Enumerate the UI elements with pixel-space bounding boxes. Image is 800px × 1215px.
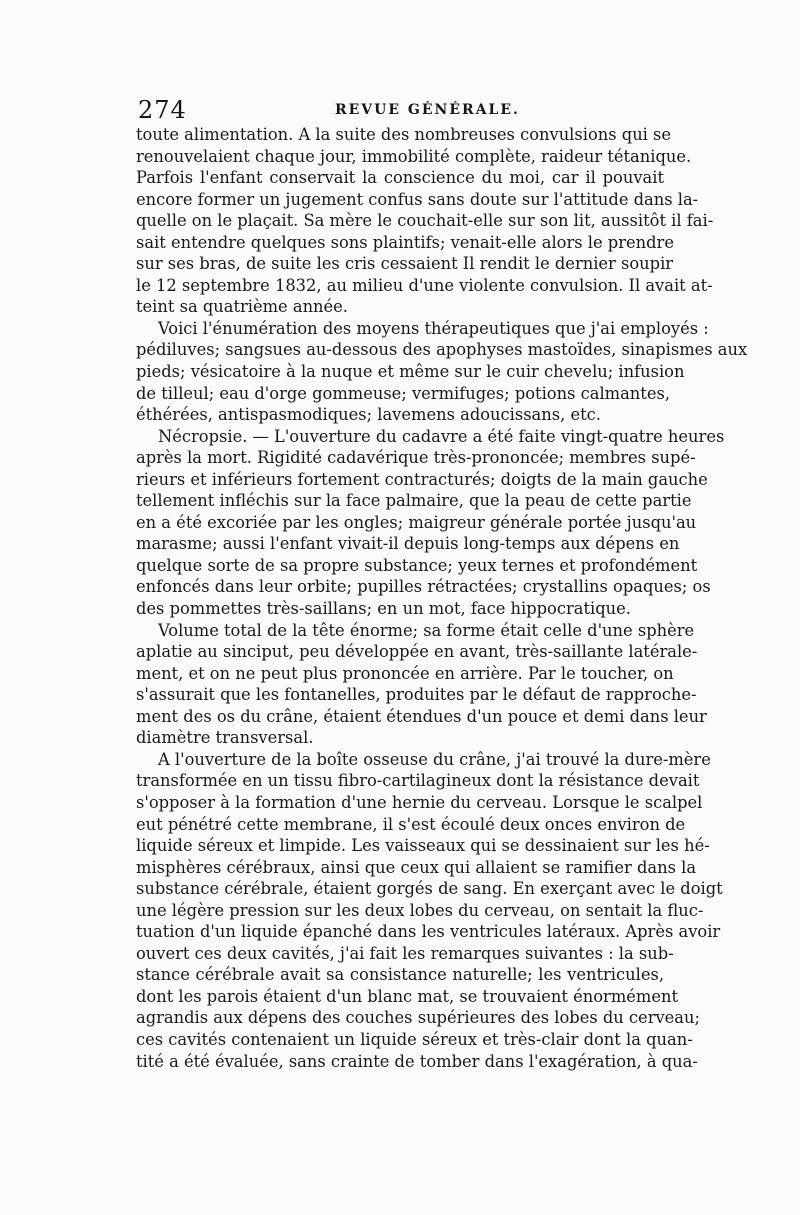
text-line: sait entendre quelques sons plaintifs; venait-elle alors le prendre	[136, 232, 674, 252]
text-line: de tilleul; eau d'orge gommeuse; vermifuges; potions calmantes,	[136, 383, 670, 403]
text-line: misphères cérébraux, ainsi que ceux qui allaient se ramifier dans la	[136, 857, 697, 877]
text-line: enfoncés dans leur orbite; pupilles rétractées; crystallins opaques; os	[136, 577, 711, 597]
text-line: transformée en un tissu fibro-cartilagineux dont la résistance devait	[136, 771, 700, 791]
text-line: quelle on le plaçait. Sa mère le couchait-elle sur son lit, aussitôt il fai-	[136, 211, 714, 231]
text-line: renouvelaient chaque jour, immobilité complète, raideur tétanique.	[136, 146, 692, 166]
text-line: liquide séreux et limpide. Les vaisseaux qui se dessinaient sur les hé-	[136, 836, 710, 856]
text-line: pieds; vésicatoire à la nuque et même sur le cuir chevelu; infusion	[136, 362, 685, 382]
text-line: tuation d'un liquide épanché dans les ventricules latéraux. Après avoir	[136, 922, 721, 942]
text-line: teint sa quatrième année.	[136, 297, 348, 317]
text-line: diamètre transversal.	[136, 728, 314, 748]
text-line: Nécropsie. — L'ouverture du cadavre a été faite vingt-quatre heures	[158, 426, 725, 446]
text-line: le 12 septembre 1832, au milieu d'une violente convulsion. Il avait at-	[136, 275, 713, 295]
text-line: tellement infléchis sur la face palmaire, que la peau de cette partie	[136, 491, 692, 511]
text-line: Volume total de la tête énorme; sa forme était celle d'une sphère	[158, 620, 695, 640]
text-line: marasme; aussi l'enfant vivait-il depuis long-temps aux dépens en	[136, 534, 680, 554]
text-line: quelque sorte de sa propre substance; yeux ternes et profondément	[136, 555, 698, 575]
text-line: ces cavités contenaient un liquide séreux et très-clair dont la quan-	[136, 1029, 693, 1049]
text-line: Parfois l'enfant conservait la conscience du moi, car il pouvait	[136, 168, 664, 188]
text-line: dont les parois étaient d'un blanc mat, se trouvaient énormément	[136, 986, 678, 1006]
text-line: en a été excoriée par les ongles; maigreur générale portée jusqu'au	[136, 512, 697, 532]
text-line: ment, et on ne peut plus prononcée en arrière. Par le toucher, on	[136, 663, 674, 683]
text-line: s'opposer à la formation d'une hernie du cerveau. Lorsque le scalpel	[136, 792, 703, 812]
text-line: ment des os du crâne, étaient étendues d'un pouce et demi dans leur	[136, 706, 707, 726]
text-line: ouvert ces deux cavités, j'ai fait les remarques suivantes : la sub-	[136, 943, 674, 963]
text-line: substance cérébrale, étaient gorgés de sang. En exerçant avec le doigt	[136, 879, 723, 899]
text-line: aplatie au sinciput, peu développée en avant, très-saillante latérale-	[136, 642, 698, 662]
text-line: Voici l'énumération des moyens thérapeutiques que j'ai employés :	[158, 318, 709, 338]
text-line: eut pénétré cette membrane, il s'est écoulé deux onces environ de	[136, 814, 686, 834]
text-line: stance cérébrale avait sa consistance naturelle; les ventricules,	[136, 965, 664, 985]
text-line: A l'ouverture de la boîte osseuse du crâne, j'ai trouvé la dure-mère	[158, 749, 711, 769]
page-number: 274	[138, 96, 187, 124]
body-text	[136, 124, 748, 1072]
text-line: toute alimentation. A la suite des nombreuses convulsions qui se	[136, 125, 672, 144]
text-line: une légère pression sur les deux lobes du cerveau, on sentait la fluc-	[136, 900, 704, 920]
text-line: tité a été évaluée, sans crainte de tomber dans l'exagération, à qua-	[136, 1051, 698, 1071]
text-line: éthérées, antispasmodiques; lavemens adoucissans, etc.	[136, 405, 601, 425]
text-line: après la mort. Rigidité cadavérique très-prononcée; membres supé-	[136, 448, 696, 468]
text-line: sur ses bras, de suite les cris cessaient Il rendit le dernier soupir	[136, 254, 674, 274]
text-line: des pommettes très-saillans; en un mot, face hippocratique.	[136, 599, 631, 619]
running-head: REVUE GÉNÉRALE.	[335, 102, 520, 118]
text-line: pédiluves; sangsues au-dessous des apophyses mastoïdes, sinapismes aux	[136, 340, 748, 360]
text-line: agrandis aux dépens des couches supérieures des lobes du cerveau;	[136, 1008, 700, 1028]
text-line: s'assurait que les fontanelles, produites par le défaut de rapproche-	[136, 685, 697, 705]
text-line: encore former un jugement confus sans doute sur l'attitude dans la-	[136, 189, 699, 209]
text-line: rieurs et inférieurs fortement contracturés; doigts de la main gauche	[136, 469, 708, 489]
page-header	[138, 96, 662, 126]
